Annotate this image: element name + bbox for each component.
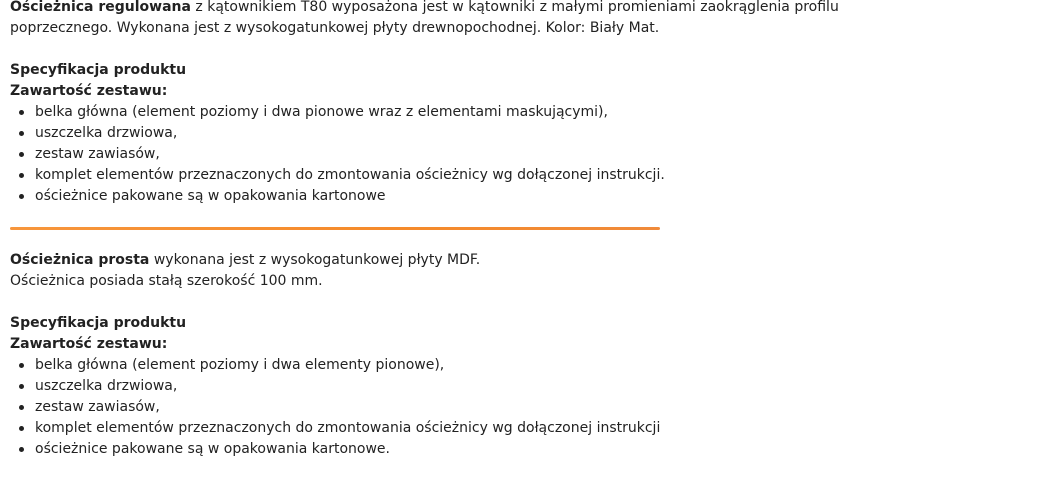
section1-intro-bold: Ościeżnica regulowana [10,0,191,15]
section-divider [10,227,660,230]
list-item: ościeżnice pakowane są w opakowania kartonowe [35,186,1040,207]
list-item: zestaw zawiasów, [35,144,1040,165]
section2-contents-list [10,355,1040,460]
spacer [10,292,1040,313]
section1-contents-heading: Zawartość zestawu: [10,83,168,99]
section2-intro [10,250,870,271]
list-item: belka główna (element poziomy i dwa pionowe wraz z elementami maskującymi), [35,102,1040,123]
section2-intro-text: wykonana jest z wysokogatunkowej płyty MDF. [149,252,481,268]
list-item: zestaw zawiasów, [35,397,1040,418]
list-item: komplet elementów przeznaczonych do zmontowania ościeżnicy wg dołączonej instrukcji [35,418,1040,439]
section1-spec-heading: Specyfikacja produktu [10,62,187,78]
section1-contents-list [10,102,1040,207]
section2-spec-heading: Specyfikacja produktu [10,315,187,331]
section1-intro-text: z kątownikiem T80 wyposażona jest w kątowniki z małymi promieniami zaokrąglenia profilu poprzecznego. Wykonana jest z wysokogatunkowej płyty drewnopochodnej. Kolor: Biały Mat. [10,0,839,36]
spacer [10,39,1040,60]
section1-intro [10,0,870,39]
list-item: uszczelka drzwiowa, [35,376,1040,397]
section2-intro-bold: Ościeżnica prosta [10,252,150,268]
section2-intro-line2: Ościeżnica posiada stałą szerokość 100 mm. [10,273,323,289]
section2-contents-heading: Zawartość zestawu: [10,336,168,352]
list-item: komplet elementów przeznaczonych do zmontowania ościeżnicy wg dołączonej instrukcji. [35,165,1040,186]
list-item: ościeżnice pakowane są w opakowania kartonowe. [35,439,1040,460]
list-item: uszczelka drzwiowa, [35,123,1040,144]
list-item: belka główna (element poziomy i dwa elementy pionowe), [35,355,1040,376]
